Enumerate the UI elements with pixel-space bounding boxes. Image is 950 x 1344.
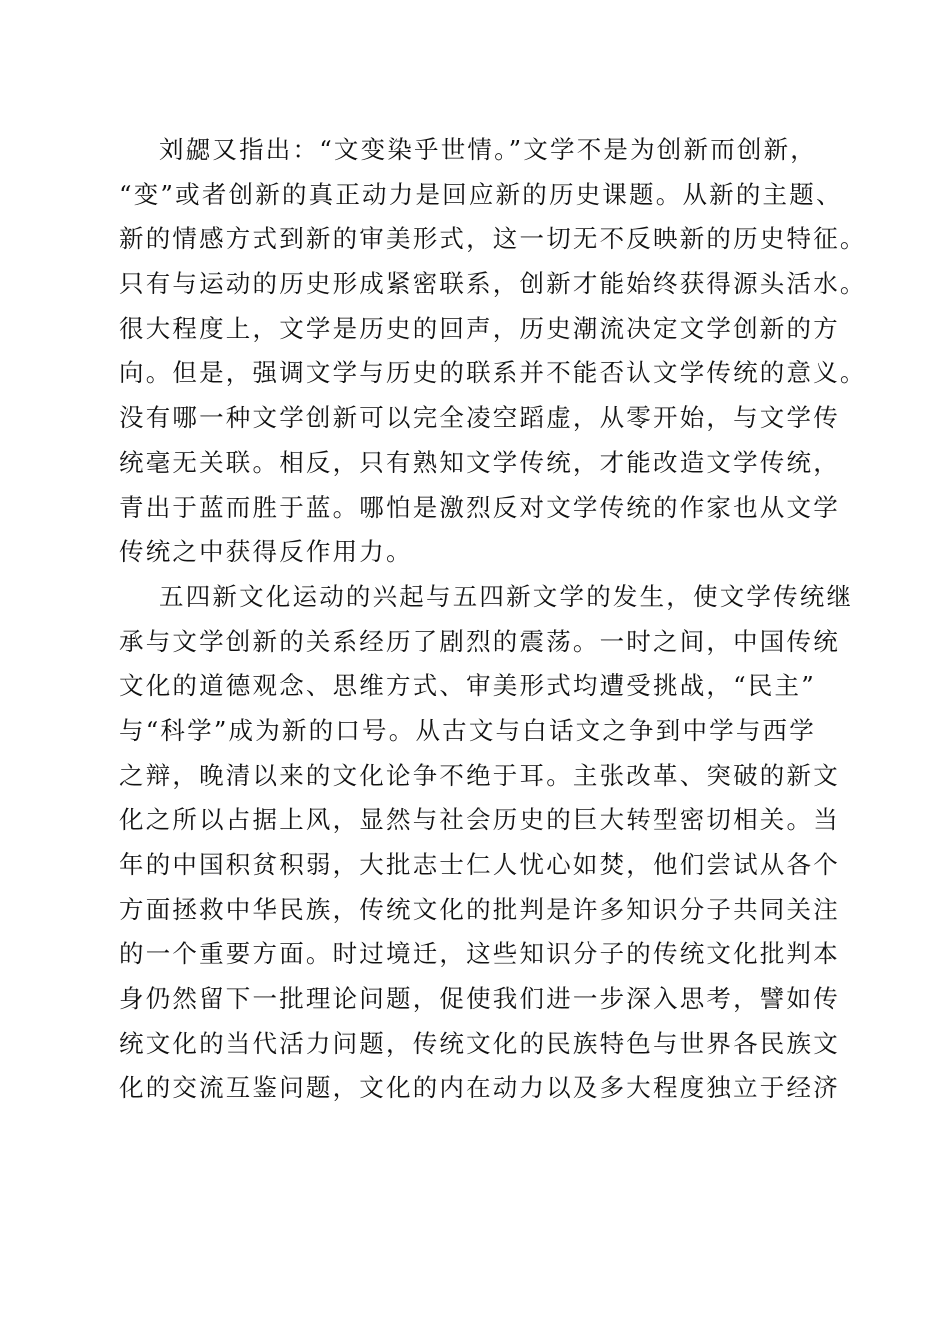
text-line: 的一个重要方面。时过境迁，这些知识分子的传统文化批判本 (119, 939, 840, 969)
text-line: 没有哪一种文学创新可以完全凌空蹈虚，从零开始，与文学传 (119, 403, 840, 433)
text-line: 只有与运动的历史形成紧密联系，创新才能始终获得源头活水。 (119, 269, 867, 299)
text-line: 刘勰又指出：“文变染乎世情。”文学不是为创新而创新， (159, 135, 817, 164)
text-line: 方面拯救中华民族，传统文化的批判是许多知识分子共同关注 (119, 894, 840, 924)
text-line: 新的情感方式到新的审美形式，这一切无不反映新的历史特征。 (119, 224, 867, 254)
text-line: 化之所以占据上风，显然与社会历史的巨大转型密切相关。当 (119, 805, 840, 835)
text-line: 与“科学”成为新的口号。从古文与白话文之争到中学与西学 (119, 715, 816, 745)
text-line: 统文化的当代活力问题，传统文化的民族特色与世界各民族文 (119, 1028, 840, 1058)
text-line: 向。但是，强调文学与历史的联系并不能否认文学传统的意义。 (119, 358, 867, 388)
text-line: 五四新文化运动的兴起与五四新文学的发生，使文学传统继 (159, 581, 854, 611)
text-line: 很大程度上，文学是历史的回声，历史潮流决定文学创新的方 (119, 313, 840, 343)
paragraph-2 (119, 575, 854, 1111)
text-line: 承与文学创新的关系经历了剧烈的震荡。一时之间，中国传统 (119, 626, 840, 656)
paragraph-1 (119, 128, 867, 575)
text-line: 文化的道德观念、思维方式、审美形式均遭受挑战，“民主” (119, 671, 816, 701)
text-line: 化的交流互鉴问题，文化的内在动力以及多大程度独立于经济 (119, 1073, 840, 1103)
text-line: “变”或者创新的真正动力是回应新的历史课题。从新的主题、 (119, 179, 843, 209)
text-line: 统毫无关联。相反，只有熟知文学传统，才能改造文学传统， (119, 447, 840, 477)
text-line: 之辩，晚清以来的文化论争不绝于耳。主张改革、突破的新文 (119, 760, 840, 790)
text-line: 传统之中获得反作用力。 (119, 537, 413, 567)
document-body (119, 128, 867, 1111)
text-line: 青出于蓝而胜于蓝。哪怕是激烈反对文学传统的作家也从文学 (119, 492, 840, 522)
text-line: 年的中国积贫积弱，大批志士仁人忧心如焚，他们尝试从各个 (119, 850, 840, 879)
text-line: 身仍然留下一批理论问题，促使我们进一步深入思考，譬如传 (119, 984, 840, 1014)
